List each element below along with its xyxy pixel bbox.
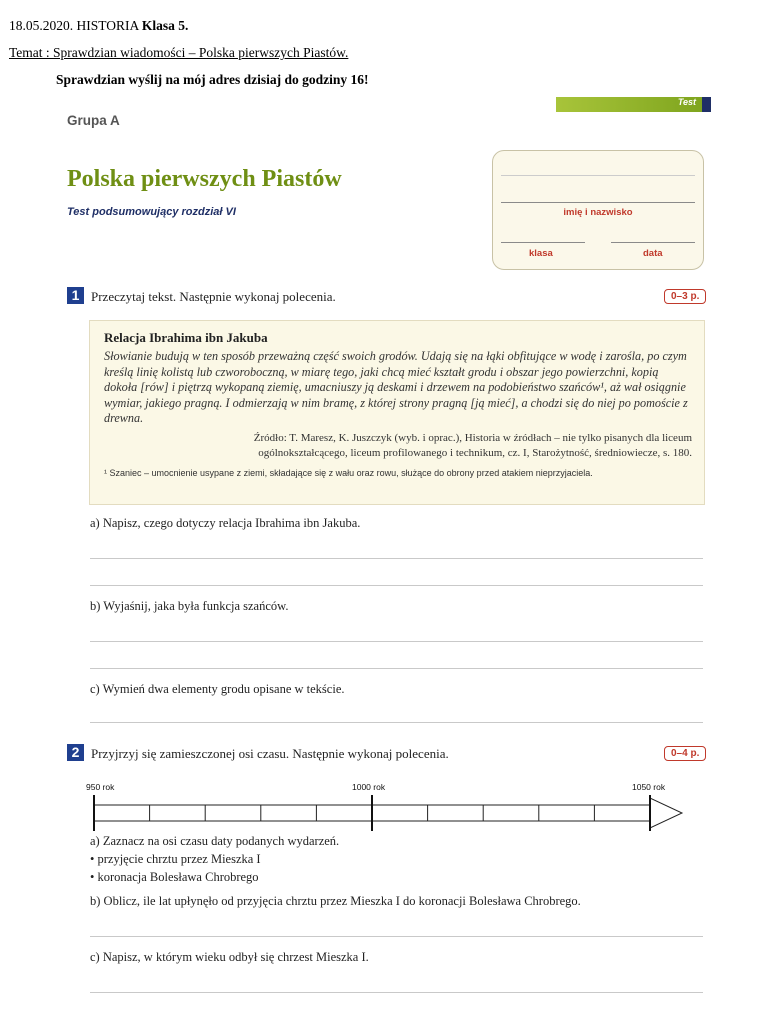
answer-line[interactable] [90, 585, 703, 586]
timeline-end-label: 1050 rok [632, 782, 666, 792]
question-2a-item-2: • koronacja Bolesława Chrobrego [90, 870, 259, 884]
answer-line[interactable] [90, 641, 703, 642]
group-label: Grupa A [67, 113, 120, 128]
source-title: Relacja Ibrahima ibn Jakuba [104, 330, 268, 345]
name-line[interactable] [501, 202, 695, 203]
answer-line[interactable] [90, 992, 703, 993]
class-field-label: klasa [529, 248, 553, 259]
source-box [89, 320, 705, 505]
timeline-start-label: 950 rok [86, 782, 115, 792]
question-1-points: 0–3 p. [664, 289, 706, 304]
topic-line: Temat : Sprawdzian wiadomości – Polska pierwszych Piastów. [9, 45, 349, 60]
test-title: Polska pierwszych Piastów [67, 166, 342, 192]
source-footnote: ¹ Szaniec – umocnienie usypane z ziemi, składające się z wału oraz rowu, służące do obrony przed atakiem nieprzyjaciela. [104, 468, 593, 478]
question-2-prompt: Przyjrzyj się zamieszczonej osi czasu. Następnie wykonaj polecenia. [91, 746, 449, 761]
class-line[interactable] [501, 242, 585, 243]
test-banner-end [702, 97, 711, 112]
question-2b: b) Oblicz, ile lat upłynęło od przyjęcia chrztu przez Mieszka I do koronacji Bolesława Chrobrego. [90, 894, 581, 908]
question-2c: c) Napisz, w którym wieku odbył się chrzest Mieszka I. [90, 950, 369, 964]
timeline-arrow [94, 798, 682, 828]
date-line[interactable] [611, 242, 695, 243]
date-subject-line [9, 18, 188, 34]
answer-line[interactable] [90, 722, 703, 723]
question-2a: a) Zaznacz na osi czasu daty podanych wydarzeń. [90, 834, 340, 848]
question-1a: a) Napisz, czego dotyczy relacja Ibrahima ibn Jakuba. [90, 516, 361, 530]
test-subtitle: Test podsumowujący rozdział VI [67, 206, 236, 218]
test-banner [556, 97, 702, 112]
student-info-box [492, 150, 704, 270]
question-1b: b) Wyjaśnij, jaka była funkcja szańców. [90, 599, 289, 613]
timeline[interactable] [88, 792, 688, 832]
instruction-line: Sprawdzian wyślij na mój adres dzisiaj do godziny 16! [56, 72, 369, 87]
question-2-points: 0–4 p. [664, 746, 706, 761]
timeline-mid-label: 1000 rok [352, 782, 386, 792]
question-1-number: 1 [67, 287, 84, 304]
question-1c: c) Wymień dwa elementy grodu opisane w tekście. [90, 682, 345, 696]
test-badge: Test [677, 97, 696, 107]
class-label: Klasa 5. [141, 18, 189, 33]
date-subject: 18.05.2020. HISTORIA [9, 18, 142, 33]
question-2a-item-1: • przyjęcie chrztu przez Mieszka I [90, 852, 261, 866]
answer-line[interactable] [90, 668, 703, 669]
source-text: Słowianie budują w ten sposób przeważną część swoich grodów. Udają się na łąki obfitujące w wodę i zarośla, po czym kreślą linię kolistą lub czworoboczną, w miarę tego, jaki chcą mieć kształt grodu i obszar jego powierzchni, kopią dokoła [rów] i piętrzą wykopaną ziemię, umacniuszy ją deskami i drzewem na podobieństwo szańców¹, aż wał osiągnie wymiar, jakiego pragną. I odmierzają w nim bramę, z której strony pragną [ją mieć], a chodzi się do niej po pomoście z drewna. [104, 349, 688, 425]
answer-line[interactable] [90, 936, 703, 937]
source-reference: Źródło: T. Maresz, K. Juszczyk (wyb. i oprac.), Historia w źródłach – nie tylko pisanych dla liceum ogólnokształcącego, liceum profilowanego i technikum, cz. I, Starożytność, średniowiecze, s. 180. [253, 432, 692, 459]
name-label: imię i nazwisko [563, 207, 633, 218]
info-line [501, 175, 695, 176]
date-field-label: data [643, 248, 663, 259]
answer-line[interactable] [90, 558, 703, 559]
question-2-number: 2 [67, 744, 84, 761]
question-1-prompt: Przeczytaj tekst. Następnie wykonaj polecenia. [91, 289, 336, 304]
